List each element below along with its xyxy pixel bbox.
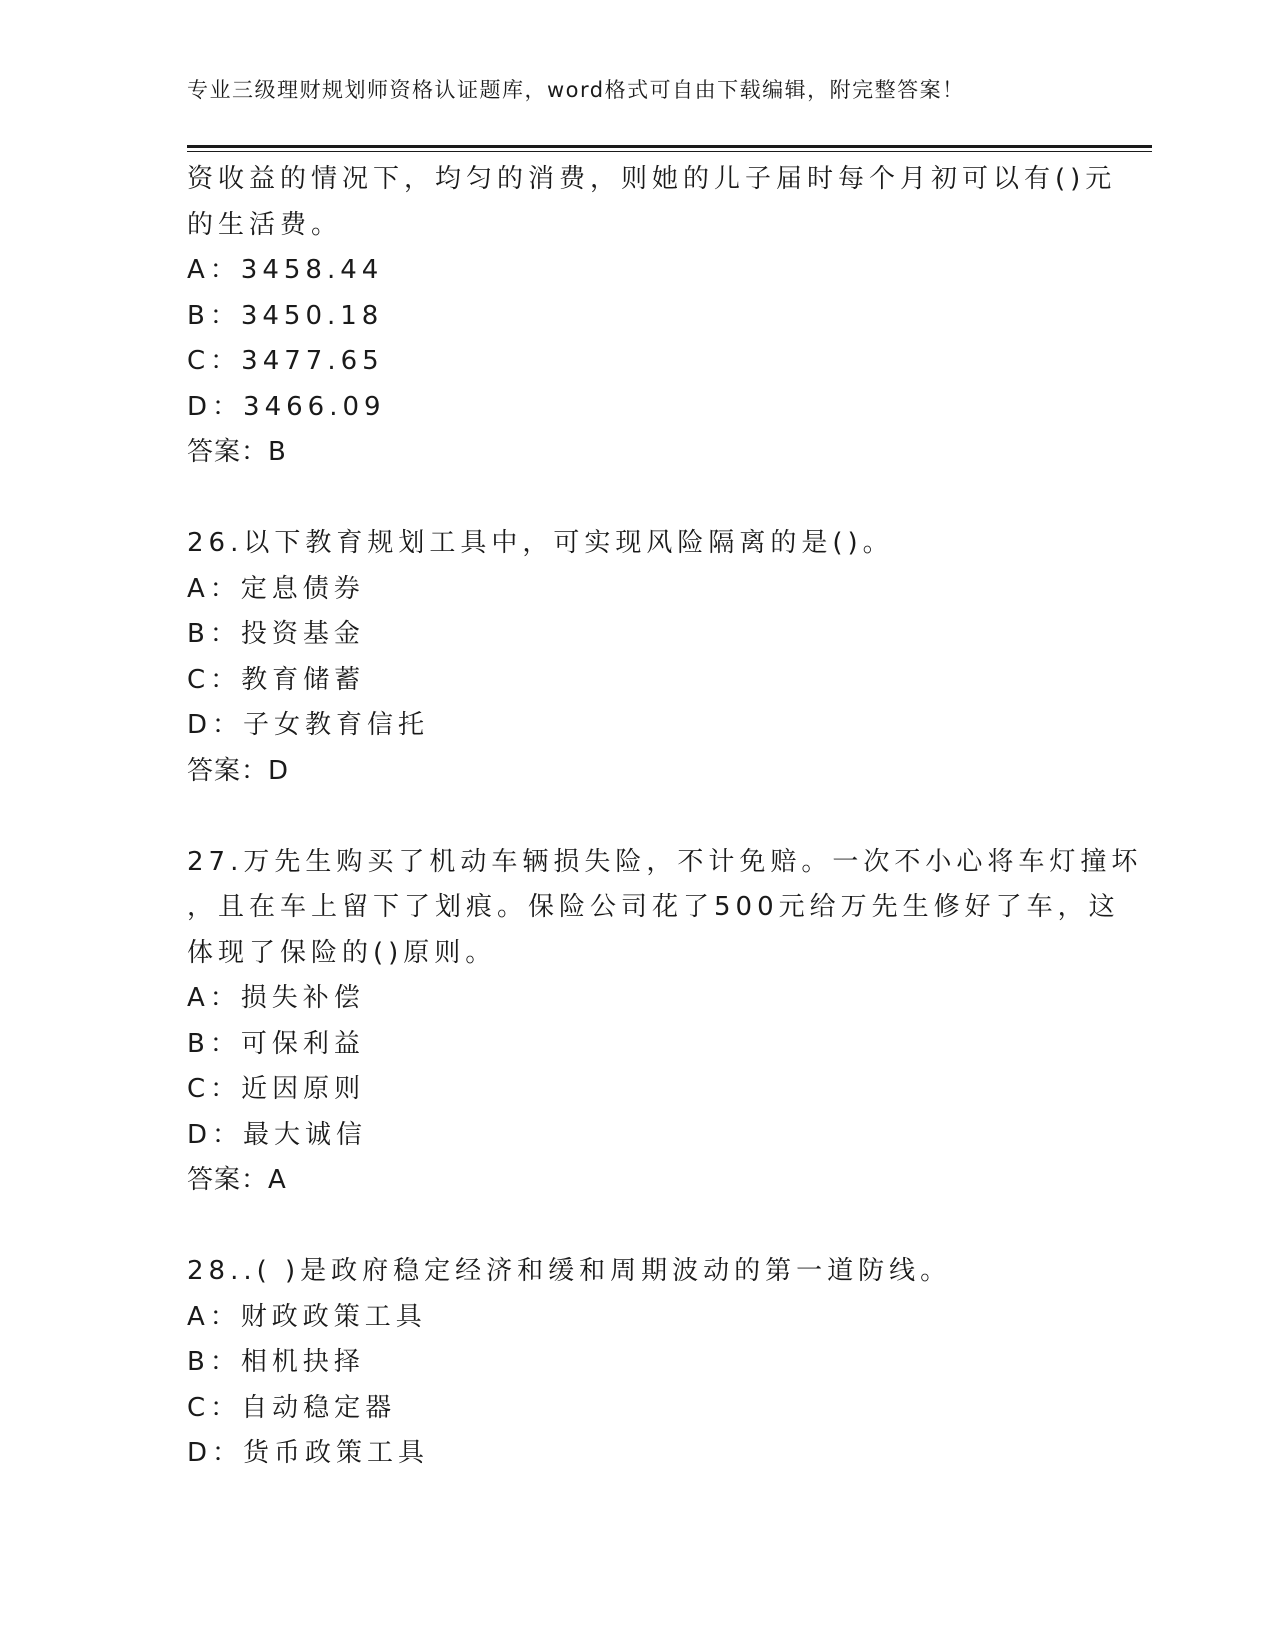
option-b: B：3450.18 [187,300,384,331]
question-text-line: 的生活费。 [187,209,343,240]
option-d: D：货币政策工具 [187,1438,430,1468]
option-a: A：定息债券 [187,573,365,604]
question-block-27 [187,840,1143,1204]
page-header: 专业三级理财规划师资格认证题库，word格式可自由下载编辑，附完整答案！ [187,78,965,102]
question-text-line: 27.万先生购买了机动车辆损失险，不计免赔。一次不小心将车灯撞坏 [187,846,1143,877]
option-d: D：最大诚信 [187,1119,368,1150]
option-a: A：3458.44 [187,255,384,285]
question-block-26 [187,521,1087,794]
answer-line: 答案：B [187,437,287,467]
question-block-28 [187,1249,1087,1477]
question-text-line: 资收益的情况下，均匀的消费，则她的儿子届时每个月初可以有()元 [187,164,1117,194]
question-text-line: 28..( )是政府稳定经济和缓和周期波动的第一道防线。 [187,1256,952,1286]
answer-line: 答案：D [187,755,290,786]
answer-line: 答案：A [187,1165,287,1195]
question-text-line: ，且在车上留下了划痕。保险公司花了500元给万先生修好了车，这 [187,892,1120,922]
option-b: B：投资基金 [187,619,365,649]
option-c: C：教育储蓄 [187,664,366,695]
option-c: C：3477.65 [187,346,384,376]
question-text-line: 体现了保险的()原则。 [187,937,497,968]
option-c: C：近因原则 [187,1074,366,1104]
option-c: C：自动稳定器 [187,1392,397,1423]
option-d: D：3466.09 [187,391,386,422]
option-a: A：损失补偿 [187,983,365,1013]
question-text-line: 26.以下教育规划工具中，可实现风险隔离的是()。 [187,528,894,558]
option-b: B：可保利益 [187,1028,365,1059]
header-rule-thin [187,151,1152,152]
option-a: A：财政政策工具 [187,1301,427,1332]
header-rule-thick [187,145,1152,148]
option-b: B：相机抉择 [187,1347,365,1377]
question-spacer [187,794,1087,840]
option-d: D：子女教育信托 [187,710,430,740]
question-block-continued [187,157,1117,476]
question-content [187,157,1143,1477]
question-spacer [187,476,1087,522]
question-spacer [187,1204,1087,1250]
